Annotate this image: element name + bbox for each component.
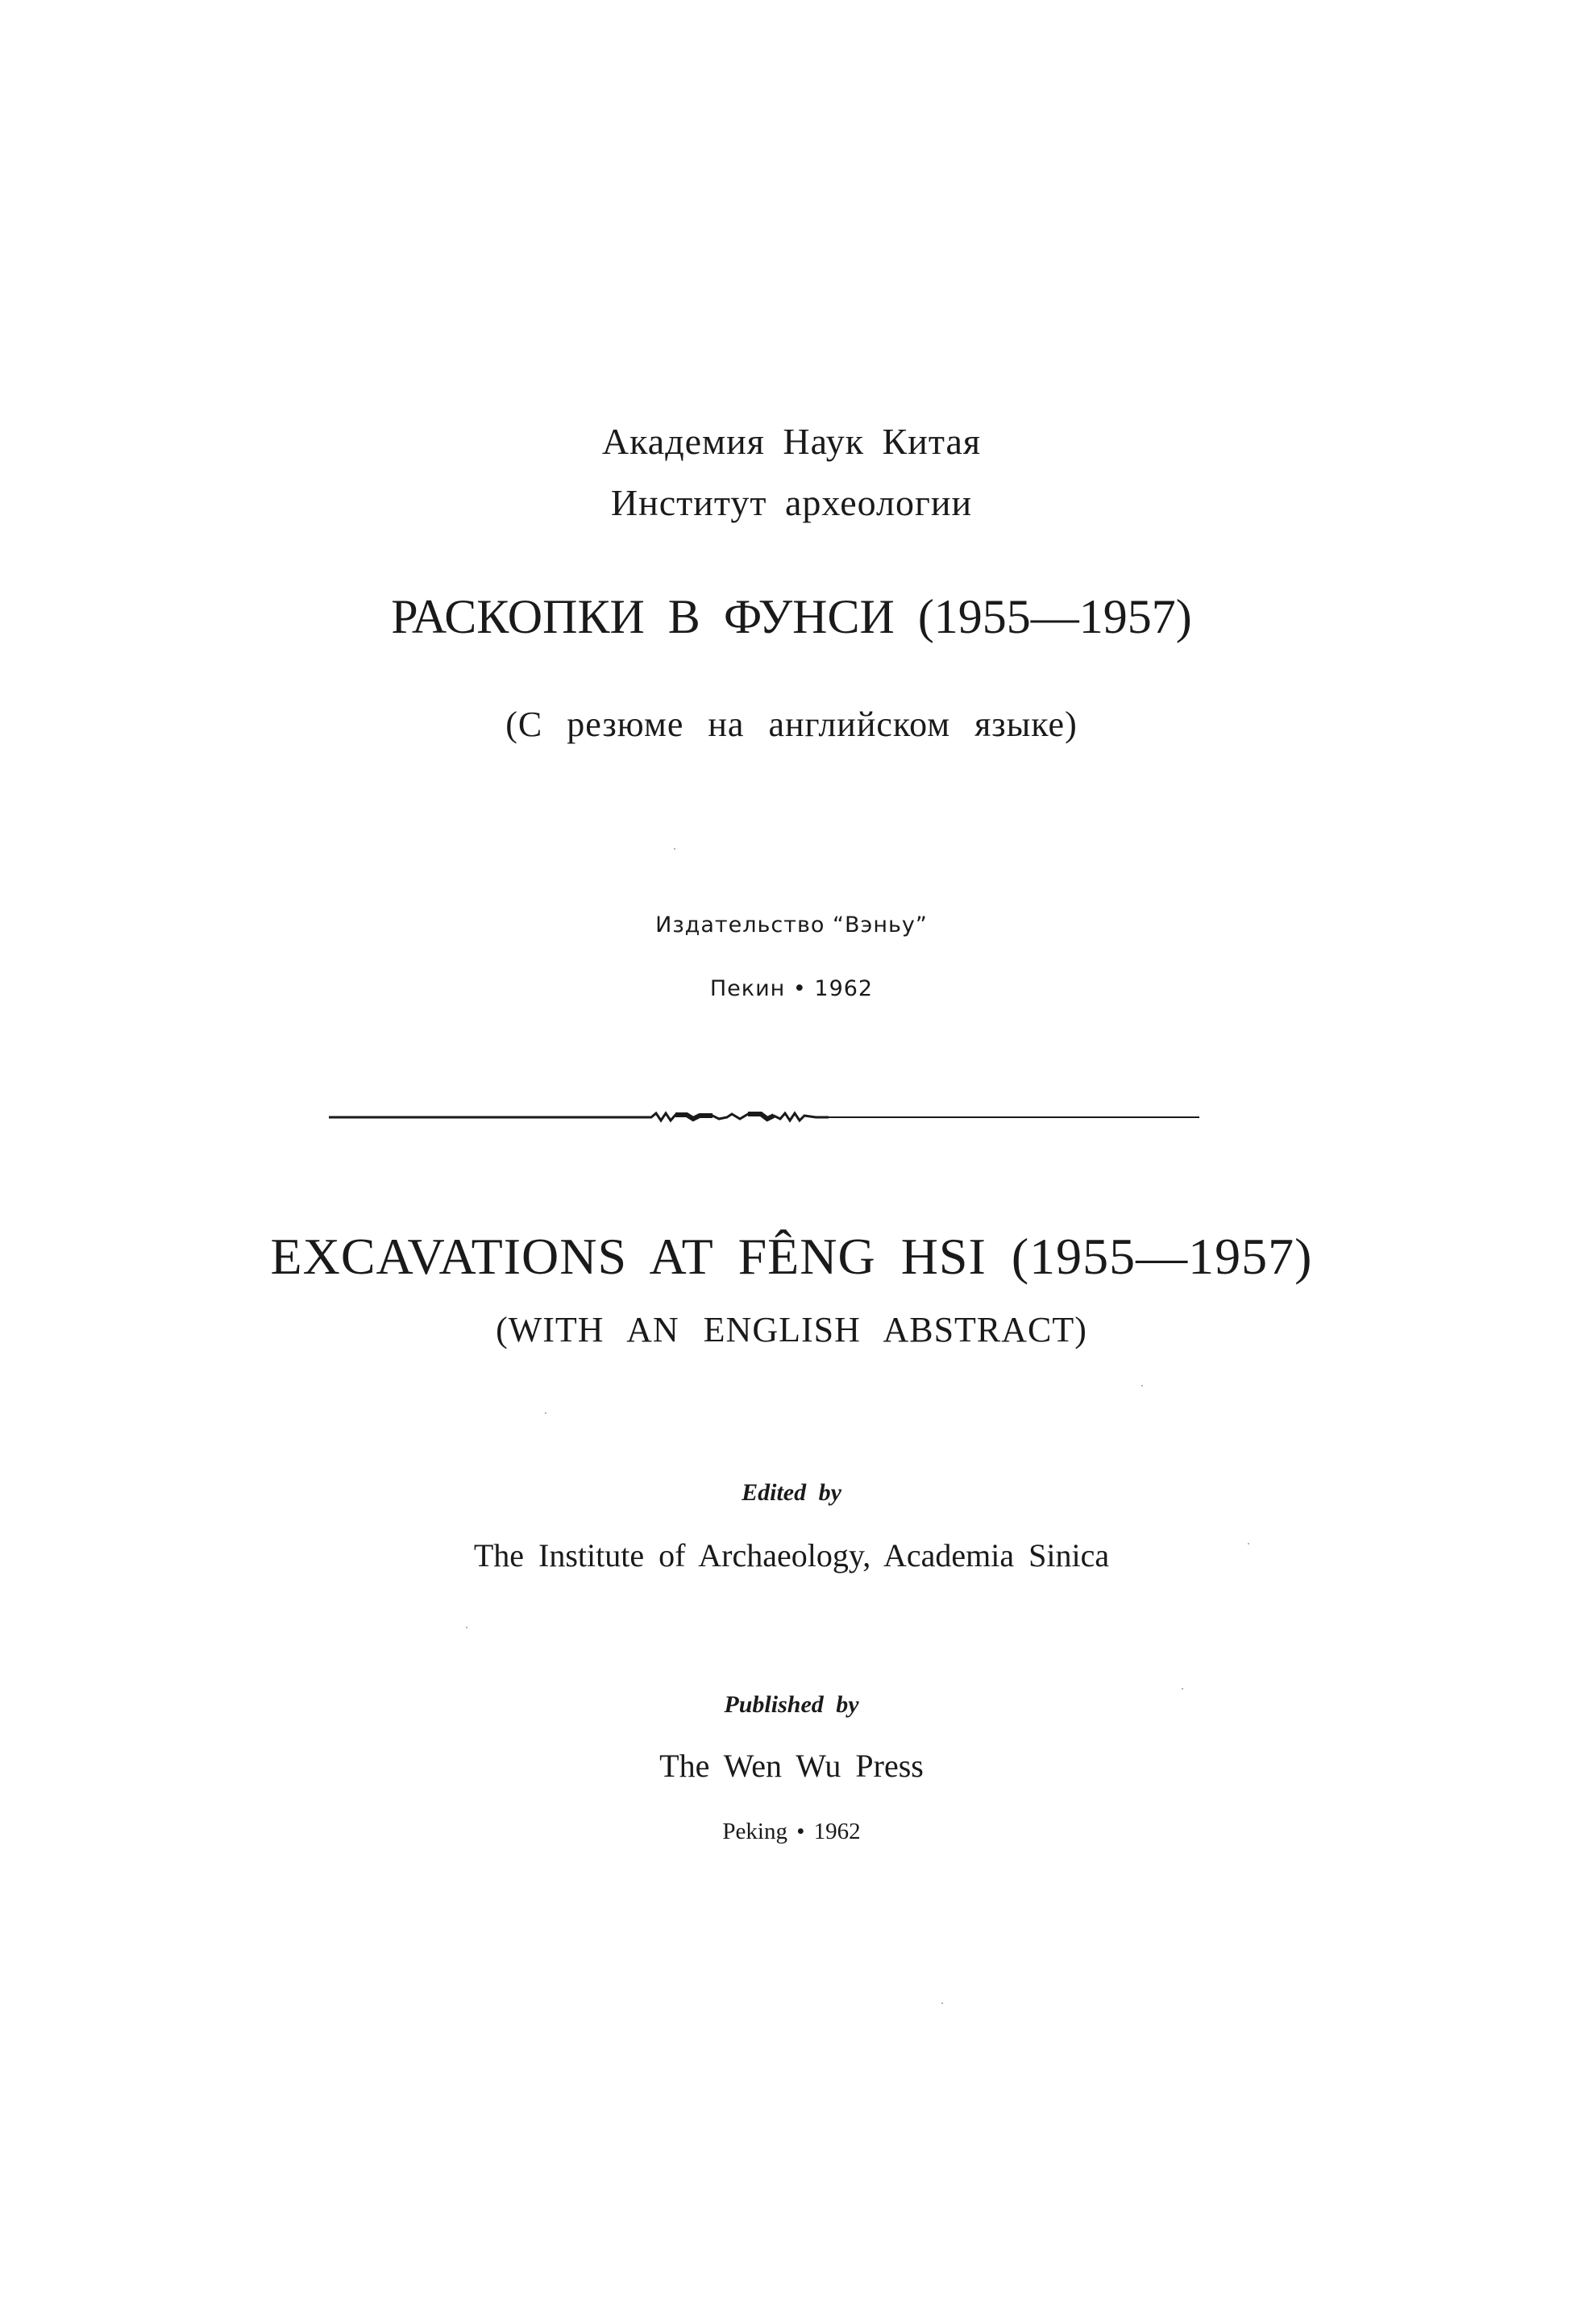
russian-title: РАСКОПКИ В ФУНСИ (1955—1957) xyxy=(391,590,1192,643)
russian-subtitle: (С резюме на английском языке) xyxy=(505,705,1078,744)
publisher-name: The Wen Wu Press xyxy=(659,1748,924,1784)
russian-publisher: Издательство “Вэньу” xyxy=(655,913,928,937)
scan-speck xyxy=(674,848,675,850)
scan-speck xyxy=(545,1412,546,1414)
scan-speck xyxy=(941,2002,943,2004)
scan-speck xyxy=(1182,1688,1183,1690)
edited-by-label: Edited by xyxy=(742,1479,841,1506)
scan-speck xyxy=(1248,1543,1249,1544)
russian-academy-name: Академия Наук Китая xyxy=(601,421,982,462)
scan-speck xyxy=(1141,1385,1143,1387)
russian-institute-name: Институт археологии xyxy=(610,482,973,523)
ornamental-divider xyxy=(329,1109,1199,1125)
english-place-year: Peking • 1962 xyxy=(722,1819,861,1844)
scan-speck xyxy=(466,1627,467,1628)
editor-name: The Institute of Archaeology, Academia Sinica xyxy=(473,1537,1110,1574)
russian-place-year: Пекин • 1962 xyxy=(709,976,874,1001)
published-by-label: Published by xyxy=(724,1691,859,1718)
english-title: EXCAVATIONS AT FÊNG HSI (1955—1957) xyxy=(270,1228,1313,1285)
english-subtitle: (WITH AN ENGLISH ABSTRACT) xyxy=(496,1310,1087,1349)
